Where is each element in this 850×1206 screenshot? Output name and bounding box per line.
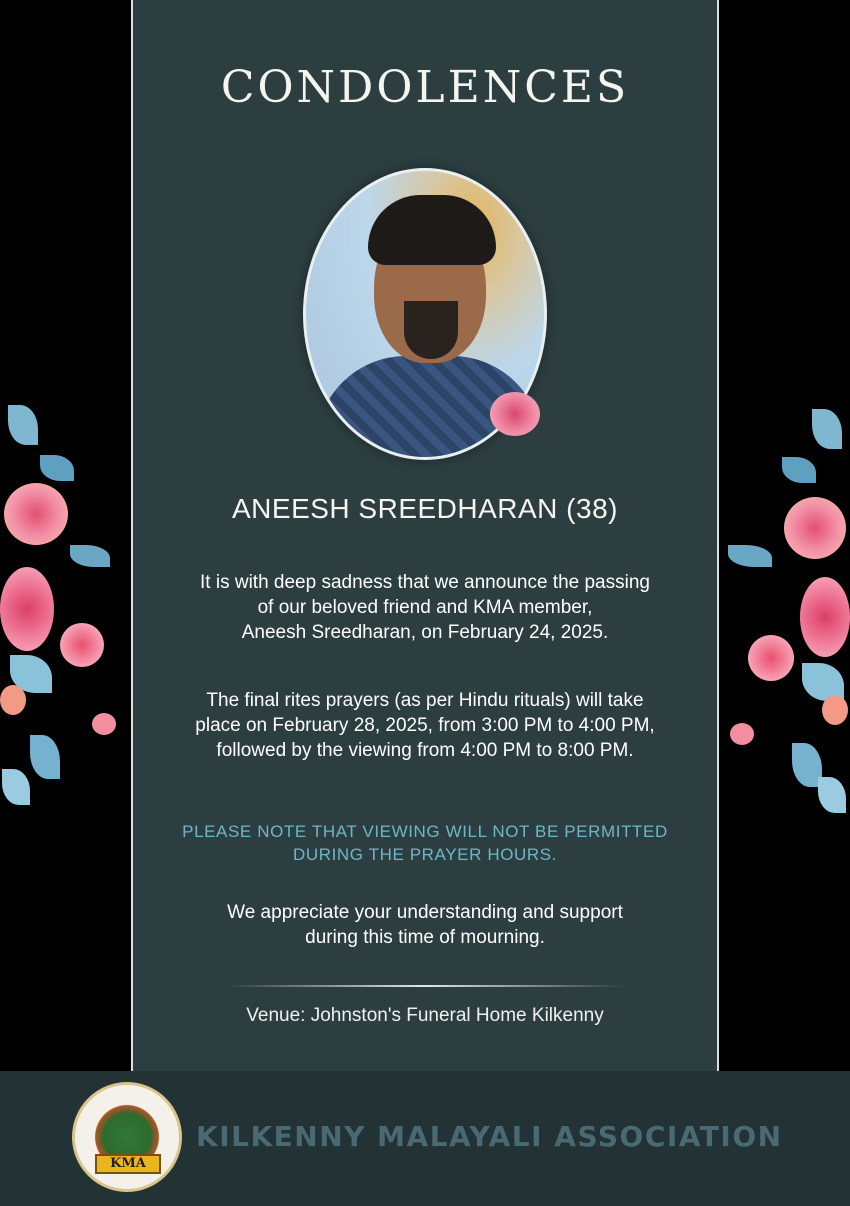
deceased-name: ANEESH SREEDHARAN (38) (232, 493, 618, 524)
page-title: CONDOLENCES (220, 62, 630, 113)
kma-logo (72, 1082, 182, 1192)
closing-text (0, 900, 850, 950)
notice-line: DURING THE PRAYER HOURS. (292, 845, 558, 864)
closing-line: We appreciate your understanding and support (227, 902, 623, 923)
rites-line: followed by the viewing from 4:00 PM to 8:00 PM. (216, 740, 634, 761)
footer-bar (0, 1071, 850, 1206)
rites-text (0, 688, 850, 763)
rites-line: The final rites prayers (as per Hindu rituals) will take (206, 690, 644, 711)
venue-text: Venue: Johnston's Funeral Home Kilkenny (246, 1005, 604, 1026)
rose-flower-decoration (490, 392, 540, 436)
announcement-line: of our beloved friend and KMA member, (257, 597, 593, 618)
announcement-line: Aneesh Sreedharan, on February 24, 2025. (241, 622, 609, 643)
closing-line: during this time of mourning. (305, 927, 545, 948)
organization-name: KILKENNY MALAYALI ASSOCIATION (196, 1120, 783, 1153)
announcement-text (0, 570, 850, 645)
announcement-line: It is with deep sadness that we announce the passing (200, 572, 650, 593)
viewing-notice (0, 820, 850, 866)
logo-text: KMA (95, 1154, 161, 1174)
rites-line: place on February 28, 2025, from 3:00 PM to 4:00 PM, (195, 715, 655, 736)
divider (225, 985, 625, 987)
notice-line: PLEASE NOTE THAT VIEWING WILL NOT BE PERMITTED (182, 822, 668, 841)
